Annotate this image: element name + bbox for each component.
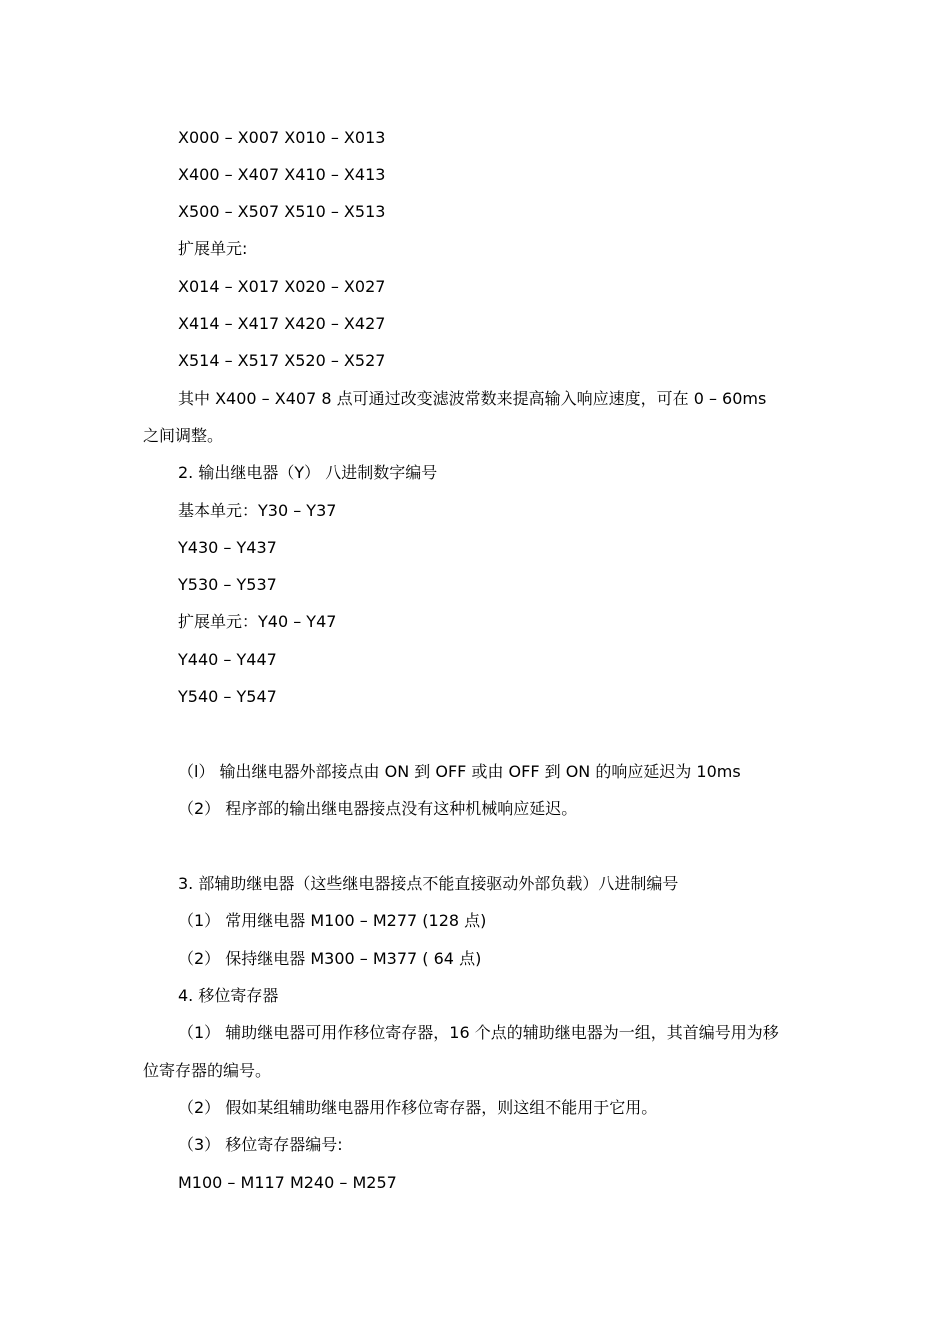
text-line-input-x414: X414 – X417 X420 – X427 (178, 314, 386, 333)
text-line-shift-note-2: （2） 假如某组辅助继电器用作移位寄存器，则这组不能用于它用。 (178, 1098, 658, 1117)
text-line-output-y430: Y430 – Y437 (178, 538, 277, 557)
text-line-shift-note-1: （1） 辅助继电器可用作移位寄存器，16 个点的辅助继电器为一组，其首编号用为移 (178, 1023, 779, 1042)
text-line-filter-note: 其中 X400 – X407 8 点可通过改变滤波常数来提高输入响应速度，可在 0 – 60ms (178, 389, 767, 408)
text-line-input-x514: X514 – X517 X520 – X527 (178, 351, 386, 370)
text-line-shift-note-3: （3） 移位寄存器编号: (178, 1135, 343, 1154)
text-line-common-relay: （1） 常用继电器 M100 – M277 (128 点) (178, 911, 487, 930)
text-line-hold-relay: （2） 保持继电器 M300 – M377 ( 64 点) (178, 949, 482, 968)
text-line-basic-unit: 基本单元：Y30 – Y37 (178, 501, 337, 520)
text-line-expansion-label: 扩展单元: (178, 239, 248, 258)
section-heading-aux-relay: 3. 部辅助继电器（这些继电器接点不能直接驱动外部负载）八进制编号 (178, 874, 679, 893)
text-line-input-x400: X400 – X407 X410 – X413 (178, 165, 386, 184)
text-line-expansion-unit-y: 扩展单元：Y40 – Y47 (178, 612, 337, 631)
section-heading-output-relay: 2. 输出继电器（Y） 八进制数字编号 (178, 463, 438, 482)
section-heading-shift-register: 4. 移位寄存器 (178, 986, 279, 1005)
text-line-input-x500: X500 – X507 X510 – X513 (178, 202, 386, 221)
text-line-shift-numbers: M100 – M117 M240 – M257 (178, 1173, 397, 1192)
text-line-output-y530: Y530 – Y537 (178, 575, 277, 594)
text-line-filter-note-cont: 之间调整。 (143, 426, 224, 445)
text-line-output-y440: Y440 – Y447 (178, 650, 277, 669)
text-line-input-x000: X000 – X007 X010 – X013 (178, 128, 386, 147)
text-line-input-x014: X014 – X017 X020 – X027 (178, 277, 386, 296)
text-line-note-2: （2） 程序部的输出继电器接点没有这种机械响应延迟。 (178, 799, 578, 818)
text-line-output-y540: Y540 – Y547 (178, 687, 277, 706)
text-line-note-1: （l） 输出继电器外部接点由 ON 到 OFF 或由 OFF 到 ON 的响应延迟为 10ms (178, 762, 741, 781)
text-line-shift-note-1-cont: 位寄存器的编号。 (143, 1061, 272, 1080)
